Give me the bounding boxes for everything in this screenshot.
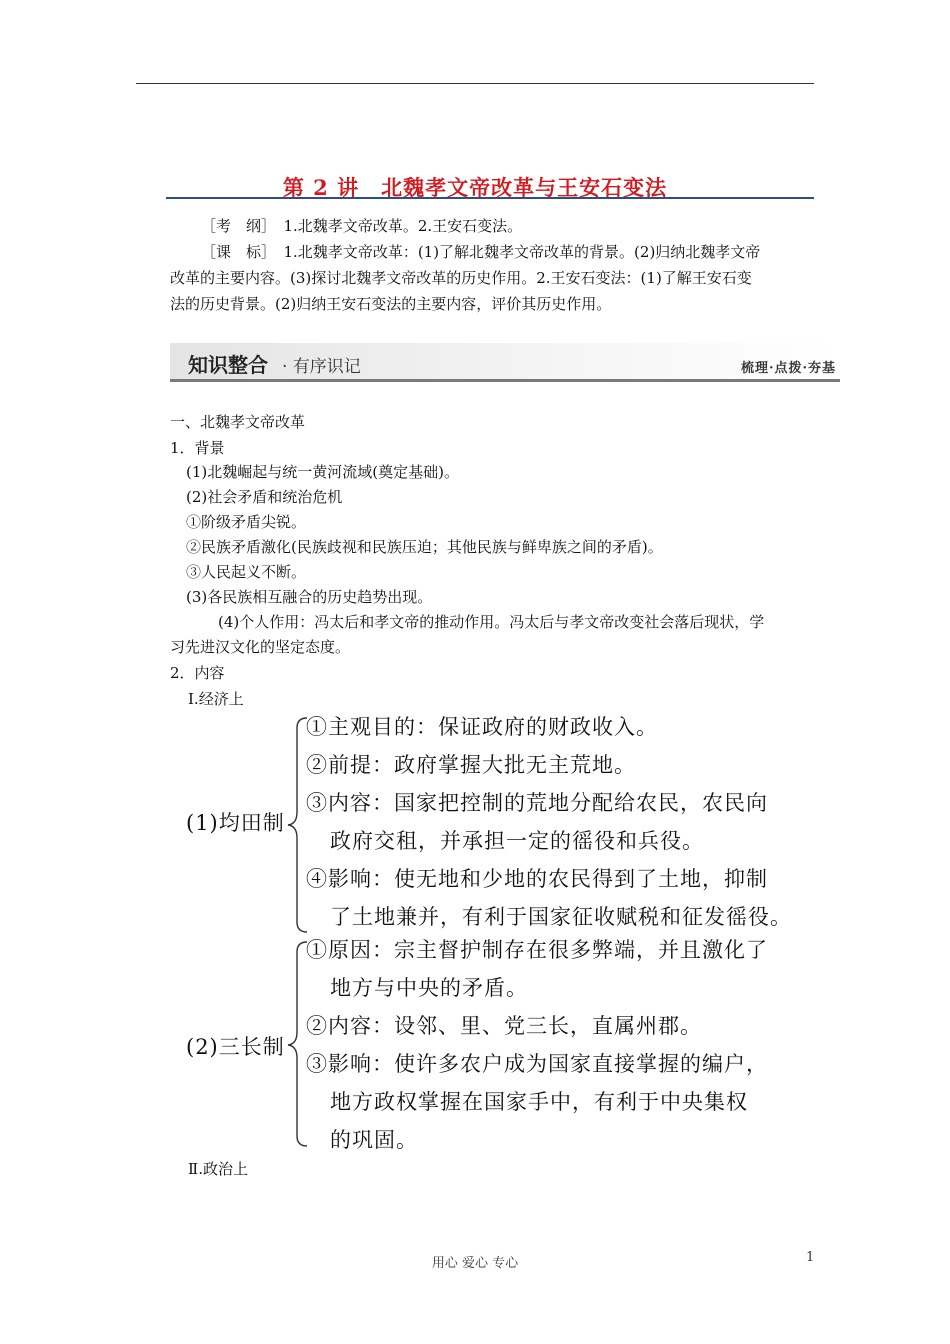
background-heading: 1．背景 — [170, 439, 225, 457]
banner-background — [170, 343, 840, 379]
sanzhang-label: (2)三长制 — [186, 1035, 285, 1059]
syllabus-kebiao-line-1: ［课 标］ 1.北魏孝文帝改革：(1)了解北魏孝文帝改革的背景。(2)归纳北魏孝文帝 — [201, 243, 761, 261]
background-item-2c: ③人民起义不断。 — [186, 563, 307, 581]
footer-motto: 用心 爱心 专心 — [431, 1256, 519, 1271]
juntian-item-2: ②前提：政府掌握大批无主荒地。 — [306, 753, 636, 777]
background-item-3: (3)各民族相互融合的历史趋势出现。 — [186, 588, 433, 606]
economic-heading: Ⅰ.经济上 — [188, 690, 244, 708]
section-banner — [170, 343, 840, 383]
title-underline — [166, 197, 814, 199]
juntian-item-4: ④影响：使无地和少地的农民得到了土地，抑制 — [306, 867, 768, 891]
sanzhang-item-1-cont: 地方与中央的矛盾。 — [330, 976, 528, 1000]
banner-subtitle: · 有序识记 — [282, 357, 361, 377]
political-heading: Ⅱ.政治上 — [188, 1160, 248, 1178]
banner-tagline: 梳理·点拨·夯基 — [740, 361, 836, 376]
background-item-4-line-1: (4)个人作用：冯太后和孝文帝的推动作用。冯太后与孝文帝改变社会落后现状，学 — [218, 613, 765, 631]
sanzhang-item-3-cont-2: 的巩固。 — [330, 1128, 418, 1152]
juntian-item-3: ③内容：国家把控制的荒地分配给农民，农民向 — [306, 791, 768, 815]
syllabus-kaogang: ［考 纲］ 1.北魏孝文帝改革。2.王安石变法。 — [201, 217, 523, 235]
background-item-2: (2)社会矛盾和统治危机 — [186, 488, 343, 506]
section-heading: 一、北魏孝文帝改革 — [170, 413, 306, 431]
sanzhang-item-2: ②内容：设邻、里、党三长，直属州郡。 — [306, 1014, 702, 1038]
banner-underline — [170, 379, 840, 382]
header-rule — [136, 83, 814, 84]
background-item-2a: ①阶级矛盾尖锐。 — [186, 513, 307, 531]
background-item-2b: ②民族矛盾激化(民族歧视和民族压迫；其他民族与鲜卑族之间的矛盾)。 — [186, 538, 663, 556]
content-heading: 2．内容 — [170, 664, 225, 682]
background-item-4-line-2: 习先进汉文化的坚定态度。 — [170, 638, 351, 656]
sanzhang-item-3: ③影响：使许多农户成为国家直接掌握的编户， — [306, 1052, 768, 1076]
background-item-1: (1)北魏崛起与统一黄河流域(奠定基础)。 — [186, 463, 459, 481]
banner-title: 知识整合 — [188, 353, 268, 377]
page-number: 1 — [806, 1250, 815, 1265]
sanzhang-item-3-cont: 地方政权掌握在国家手中，有利于中央集权 — [330, 1090, 748, 1114]
page-title: 第 2 讲 北魏孝文帝改革与王安石变法 — [282, 175, 668, 200]
juntian-brace-icon — [285, 716, 309, 934]
juntian-label: (1)均田制 — [186, 811, 285, 835]
sanzhang-item-1: ①原因：宗主督护制存在很多弊端，并且激化了 — [306, 938, 768, 962]
syllabus-kebiao-line-2: 改革的主要内容。(3)探讨北魏孝文帝改革的历史作用。2.王安石变法：(1)了解王安石变 — [170, 269, 752, 287]
sanzhang-brace-icon — [285, 940, 309, 1148]
juntian-item-1: ①主观目的：保证政府的财政收入。 — [306, 715, 658, 739]
juntian-item-3-cont: 政府交租，并承担一定的徭役和兵役。 — [330, 829, 704, 853]
syllabus-kebiao-line-3: 法的历史背景。(2)归纳王安石变法的主要内容，评价其历史作用。 — [170, 295, 612, 313]
juntian-item-4-cont: 了土地兼并，有利于国家征收赋税和征发徭役。 — [330, 905, 792, 929]
